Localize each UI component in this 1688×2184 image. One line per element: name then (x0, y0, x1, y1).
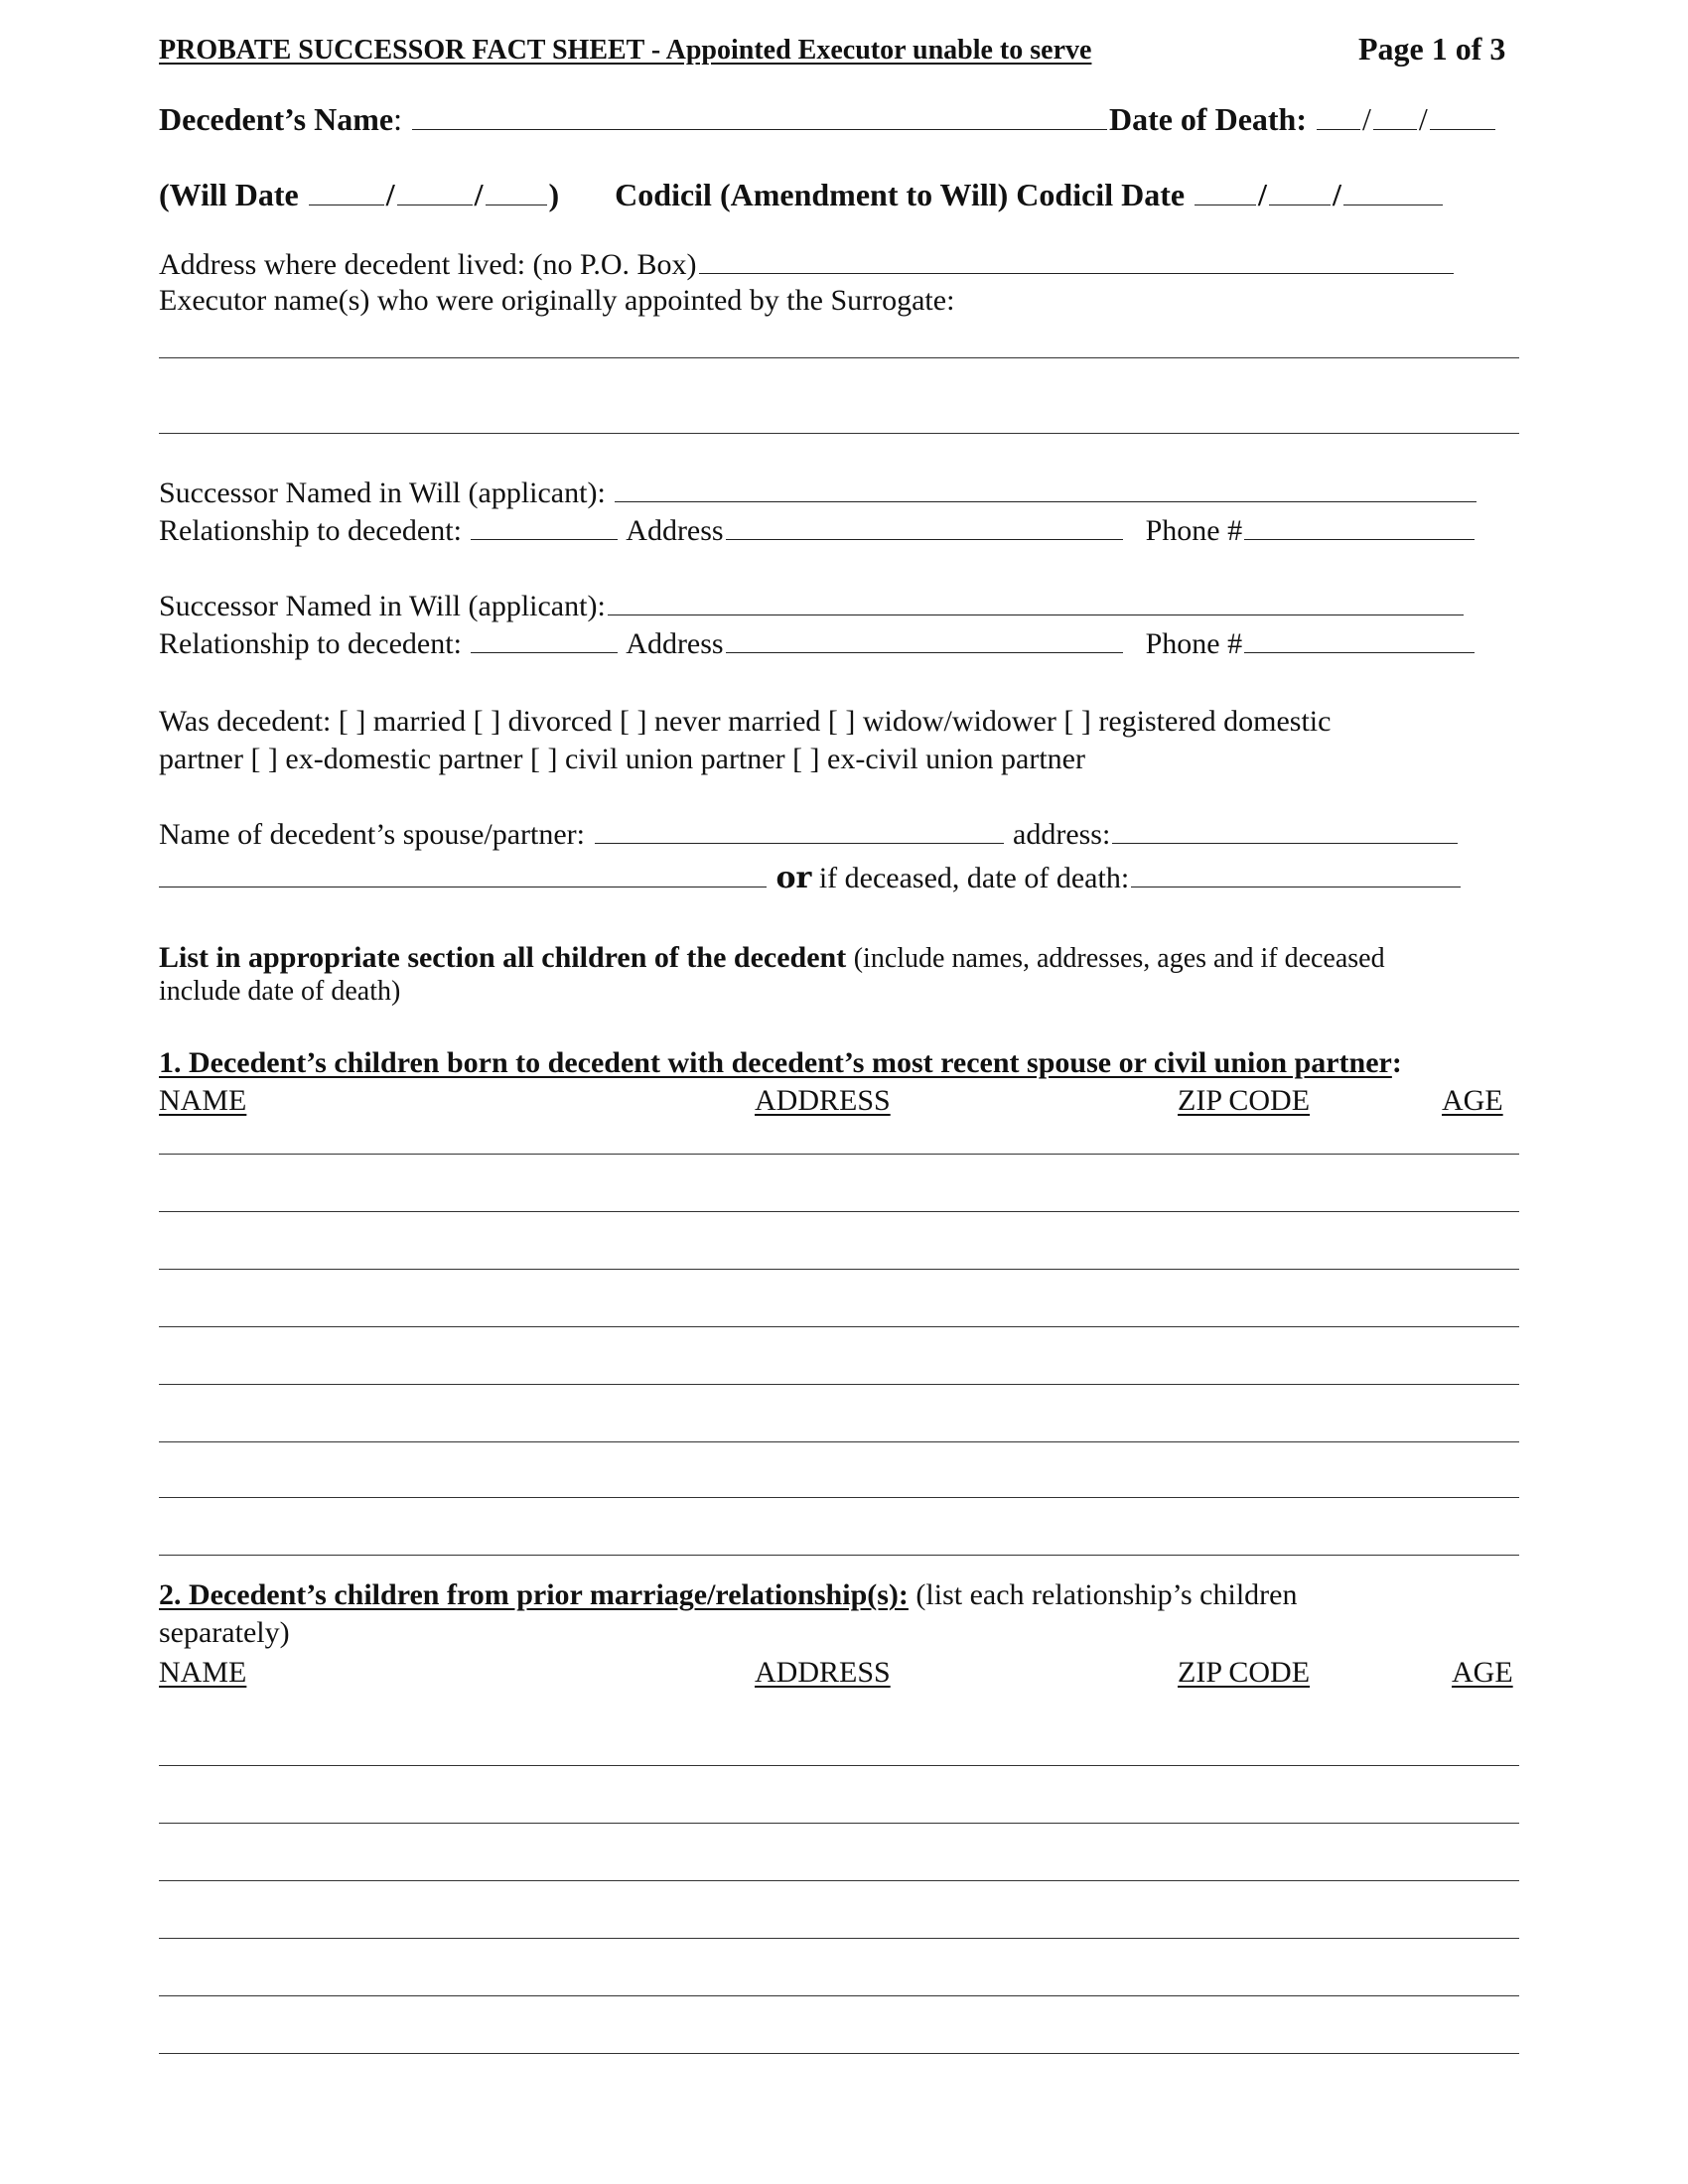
relationship-label: Relationship to decedent: (159, 627, 462, 660)
successor-label: Successor Named in Will (applicant): (159, 590, 606, 622)
or-label: or (775, 861, 812, 895)
will-year-field[interactable] (486, 179, 547, 205)
form-title-text: PROBATE SUCCESSOR FACT SHEET - Appointed Executor unable to serve (159, 35, 1092, 66)
decedent-name-colon: : (393, 101, 402, 137)
successor-1-phone-field[interactable] (1244, 513, 1475, 540)
successor-2-name-field[interactable] (608, 589, 1464, 615)
successor-2-relationship-field[interactable] (471, 626, 618, 653)
address-label: Address (626, 514, 724, 547)
section-2-col-name: NAME (159, 1656, 247, 1689)
decedent-name-field[interactable] (412, 103, 1107, 130)
section-1-col-zip: ZIP CODE (1178, 1084, 1311, 1117)
section-2-heading-row (159, 1576, 1297, 1614)
successor-2-address-field[interactable] (726, 626, 1123, 653)
address-lived-label: Address where decedent lived: (no P.O. Box) (159, 248, 697, 281)
section-1-heading-colon: : (1391, 1046, 1402, 1079)
death-day-field[interactable] (1373, 103, 1417, 130)
will-date-row (159, 175, 1445, 214)
successor-1-row (159, 475, 1478, 512)
section-1-col-age: AGE (1442, 1084, 1503, 1117)
successor-label: Successor Named in Will (applicant): (159, 477, 606, 509)
date-slash: / (474, 177, 484, 212)
spouse-name-field[interactable] (595, 817, 1004, 844)
address-lived-row (159, 246, 1456, 284)
section-2-heading: 2. Decedent’s children from prior marriage/relationship(s): (159, 1578, 909, 1611)
will-date-close: ) (548, 177, 560, 212)
date-of-death-label: Date of Death: (1108, 101, 1307, 137)
will-month-field[interactable] (309, 179, 384, 205)
death-month-field[interactable] (1317, 103, 1360, 130)
section-2-entry-line[interactable] (159, 1938, 1519, 1939)
section-1-entry-line[interactable] (159, 1269, 1519, 1270)
section-2-col-age: AGE (1452, 1656, 1513, 1689)
successor-2-phone-field[interactable] (1244, 626, 1475, 653)
spouse-name-label: Name of decedent’s spouse/partner: (159, 818, 586, 851)
executor-name-line-1[interactable] (159, 357, 1519, 358)
relationship-label: Relationship to decedent: (159, 514, 462, 547)
date-slash: / (385, 177, 395, 212)
section-2-entry-line[interactable] (159, 1995, 1519, 1996)
section-2-entry-line[interactable] (159, 1880, 1519, 1881)
spouse-address-field[interactable] (1112, 817, 1458, 844)
codicil-day-field[interactable] (1269, 179, 1331, 205)
date-slash: / (1418, 101, 1428, 137)
section-1-entry-line[interactable] (159, 1441, 1519, 1442)
date-slash: / (1332, 177, 1341, 212)
phone-label: Phone # (1145, 627, 1243, 660)
spouse-deceased-row (159, 860, 1463, 897)
section-1-entry-line[interactable] (159, 1497, 1519, 1498)
successor-1-details-row (159, 512, 1477, 550)
death-year-field[interactable] (1430, 103, 1495, 130)
page-indicator: Page 1 of 3 (1358, 31, 1506, 67)
children-intro-bold: List in appropriate section all children of the decedent (159, 941, 847, 974)
codicil-label: Codicil (Amendment to Will) Codicil Date (615, 177, 1186, 212)
decedent-name-row (159, 99, 1497, 139)
address-lived-field[interactable] (699, 247, 1454, 274)
section-2-col-zip: ZIP CODE (1178, 1656, 1311, 1689)
decedent-name-label: Decedent’s Name (159, 101, 394, 137)
section-1-col-name: NAME (159, 1084, 247, 1117)
codicil-month-field[interactable] (1195, 179, 1256, 205)
section-1-heading-row (159, 1044, 1402, 1082)
successor-1-relationship-field[interactable] (471, 513, 618, 540)
section-1-entry-line[interactable] (159, 1211, 1519, 1212)
section-1-col-address: ADDRESS (755, 1084, 891, 1117)
date-slash: / (1362, 101, 1371, 137)
section-2-col-address: ADDRESS (755, 1656, 891, 1689)
spouse-address-label: address: (1013, 818, 1111, 851)
section-2-entry-line[interactable] (159, 2053, 1519, 2054)
section-1-entry-line[interactable] (159, 1154, 1519, 1155)
section-1-heading: 1. Decedent’s children born to decedent with decedent’s most recent spouse or civil union partner (159, 1046, 1392, 1079)
phone-label: Phone # (1145, 514, 1243, 547)
section-2-entry-line[interactable] (159, 1823, 1519, 1824)
will-day-field[interactable] (397, 179, 473, 205)
section-1-entry-line[interactable] (159, 1555, 1519, 1556)
successor-1-address-field[interactable] (726, 513, 1123, 540)
spouse-death-date-field[interactable] (1131, 861, 1461, 887)
marital-status-line-1[interactable]: Was decedent: [ ] married [ ] divorced [ ] never married [ ] widow/widower [ ] registered domestic (159, 705, 1332, 738)
codicil-year-field[interactable] (1343, 179, 1443, 205)
executor-names-label: Executor name(s) who were originally appointed by the Surrogate: (159, 284, 955, 317)
children-intro-note: (include names, addresses, ages and if deceased (853, 943, 1385, 974)
section-2-note: (list each relationship’s children (908, 1578, 1298, 1611)
section-2-note-line-2: separately) (159, 1616, 290, 1649)
section-1-entry-line[interactable] (159, 1384, 1519, 1385)
children-intro-line-2: include date of death) (159, 976, 401, 1007)
will-date-label: (Will Date (159, 177, 299, 212)
section-2-entry-line[interactable] (159, 1765, 1519, 1766)
section-1-entry-line[interactable] (159, 1326, 1519, 1327)
executor-name-line-2[interactable] (159, 433, 1519, 434)
spouse-extra-field[interactable] (159, 861, 767, 887)
spouse-deceased-label: if deceased, date of death: (818, 862, 1130, 894)
form-title (159, 34, 1091, 68)
successor-2-row (159, 588, 1466, 625)
address-label: Address (626, 627, 724, 660)
date-slash: / (1258, 177, 1267, 212)
successor-2-details-row (159, 625, 1477, 663)
spouse-row (159, 816, 1460, 854)
successor-1-name-field[interactable] (615, 476, 1477, 502)
marital-status-line-2[interactable]: partner [ ] ex-domestic partner [ ] civil union partner [ ] ex-civil union partner (159, 743, 1085, 775)
children-intro (159, 939, 1385, 978)
